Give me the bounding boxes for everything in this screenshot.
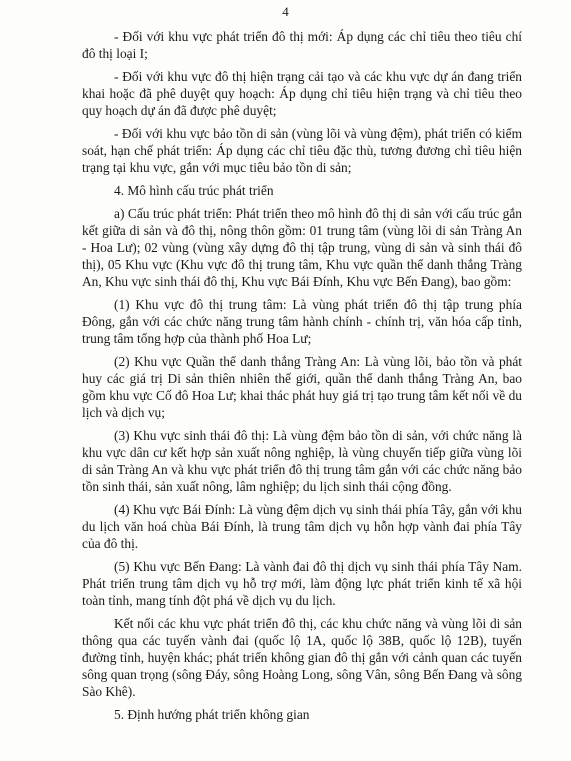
paragraph-central-urban-area: (1) Khu vực đô thị trung tâm: Là vùng phát triển đô thị tập trung phía Đông, gắn với các chức năng trung tâm hành chính - chính trị, văn hóa cấp tỉnh, trung tâm tổng hợp của thành phố Hoa Lư; [82,297,522,346]
section-heading-5: 5. Định hướng phát triển không gian [114,707,310,722]
document-body [82,28,522,729]
paragraph-ben-dang-area: (5) Khu vực Bến Đang: Là vành đai đô thị dịch vụ sinh thái phía Tây Nam. Phát triển trung tâm dịch vụ hỗ trợ mới, làm động lực phát triển kinh tế xã hội toàn tỉnh, mang tính đột phá về dịch vụ du lịch. [82,559,522,608]
paragraph-eco-urban-area: (3) Khu vực sinh thái đô thị: Là vùng đệm bảo tồn di sản, với chức năng là khu vực dân cư kết hợp sản xuất nông nghiệp, là vùng chuyển tiếp giữa vùng lõi di sản Tràng An và khu vực phát triển đô thị trung tâm gắn với các chức năng bảo tồn sinh thái, sản xuất nông, lâm nghiệp; du lịch sinh thái cộng đồng. [82,428,522,494]
paragraph-bai-dinh-area: (4) Khu vực Bái Đính: Là vùng đệm dịch vụ sinh thái phía Tây, gắn với khu du lịch văn hoá chùa Bái Đính, là trung tâm dịch vụ hỗn hợp vành đai phía Tây của đô thị. [82,502,522,551]
paragraph-connections: Kết nối các khu vực phát triển đô thị, các khu chức năng và vùng lõi di sản thông qua các tuyến vành đai (quốc lộ 1A, quốc lộ 38B, quốc lộ 12B), tuyến đường tỉnh, huyện khác; phát triển không gian đô thị gắn với cảnh quan các tuyến sông quan trọng (sông Đáy, sông Hoàng Long, sông Vân, sông Bến Đang và sông Sào Khê). [82,616,522,699]
page-number: 4 [282,4,289,19]
section-heading-4: 4. Mô hình cấu trúc phát triển [114,183,274,198]
paragraph-existing-urban: - Đối với khu vực đô thị hiện trạng cải tạo và các khu vực dự án đang triển khai hoặc đã phê duyệt quy hoạch: Áp dụng chỉ tiêu hiện trạng và chỉ tiêu theo quy hoạch dự án đã được phê duyệt; [82,69,522,118]
paragraph-trang-an-area: (2) Khu vực Quần thể danh thắng Tràng An: Là vùng lõi, bảo tồn và phát huy các giá trị Di sản thiên nhiên thế giới, quần thể danh thắng Tràng An, bao gồm khu vực Cố đô Hoa Lư; khai thác phát huy giá trị tạo trung tâm kết nối về du lịch và dịch vụ; [82,354,522,420]
paragraph-heritage-area: - Đối với khu vực bảo tồn di sản (vùng lõi và vùng đệm), phát triển có kiểm soát, hạn chế phát triển: Áp dụng các chỉ tiêu đặc thù, tương đương chỉ tiêu hiện trạng tại khu vực, gắn với mục tiêu bảo tồn di sản; [82,126,522,175]
paragraph-new-urban: - Đối với khu vực phát triển đô thị mới: Áp dụng các chỉ tiêu theo tiêu chí đô thị loại I; [82,29,522,61]
paragraph-development-structure: a) Cấu trúc phát triển: Phát triển theo mô hình đô thị di sản với cấu trúc gắn kết giữa di sản và đô thị, nông thôn gồm: 01 trung tâm (vùng lõi di sản Tràng An - Hoa Lư); 02 vùng (vùng xây dựng đô thị tập trung, vùng di sản và sinh thái đô thị), 05 Khu vực (Khu vực đô thị trung tâm, Khu vực quần thể danh thắng Tràng An, Khu vực sinh thái đô thị, Khu vực Bái Đính, Khu vực Bến Đang), bao gồm: [82,206,522,289]
